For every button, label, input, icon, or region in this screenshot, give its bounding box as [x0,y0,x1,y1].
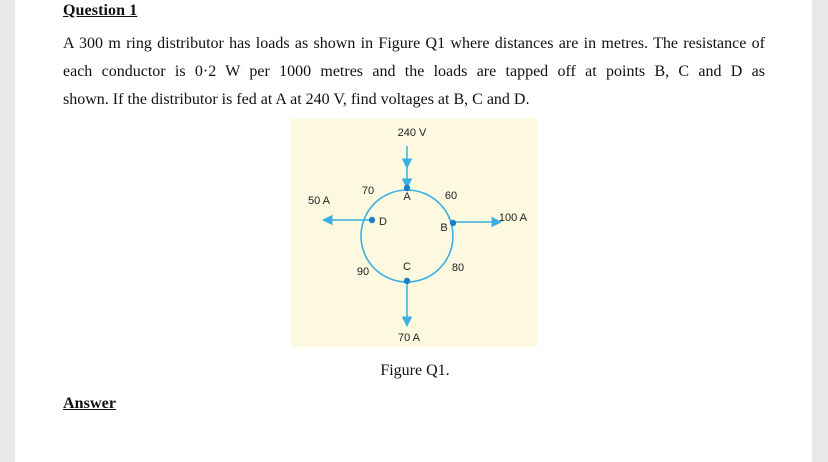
figure-q1 [291,118,537,347]
node-b-dot [450,220,456,226]
answer-heading: Answer [63,395,117,412]
distance-d-a-label: 70 [361,185,375,197]
figure-caption: Figure Q1. [380,362,450,379]
ring-distributor-diagram [291,118,537,347]
node-c-label: C [403,261,411,273]
node-d-label: D [379,216,387,228]
load-c-label: 70 A [397,332,421,344]
question-heading: Question 1 [63,2,138,19]
distance-b-c-label: 80 [451,262,465,274]
node-c-dot [404,278,410,284]
supply-voltage-label: 240 V [397,127,427,139]
document-page [15,0,812,462]
question-line-1: A 300 m ring distributor has loads as shown in Figure Q1 where distances are in metres. The resistance of [63,35,765,52]
question-line-2: each conductor is 0·2 W per 1000 metres and the loads are tapped off at points B, C and D as [63,63,765,80]
distance-c-d-label: 90 [356,266,370,278]
question-text [63,30,765,114]
question-line-3: shown. If the distributor is fed at A at 240 V, find voltages at B, C and D. [63,91,530,108]
node-a-label: A [403,191,411,203]
node-b-label: B [440,222,448,234]
distance-a-b-label: 60 [444,190,458,202]
node-d-dot [369,217,375,223]
load-b-label: 100 A [498,212,527,224]
load-d-label: 50 A [307,195,331,207]
